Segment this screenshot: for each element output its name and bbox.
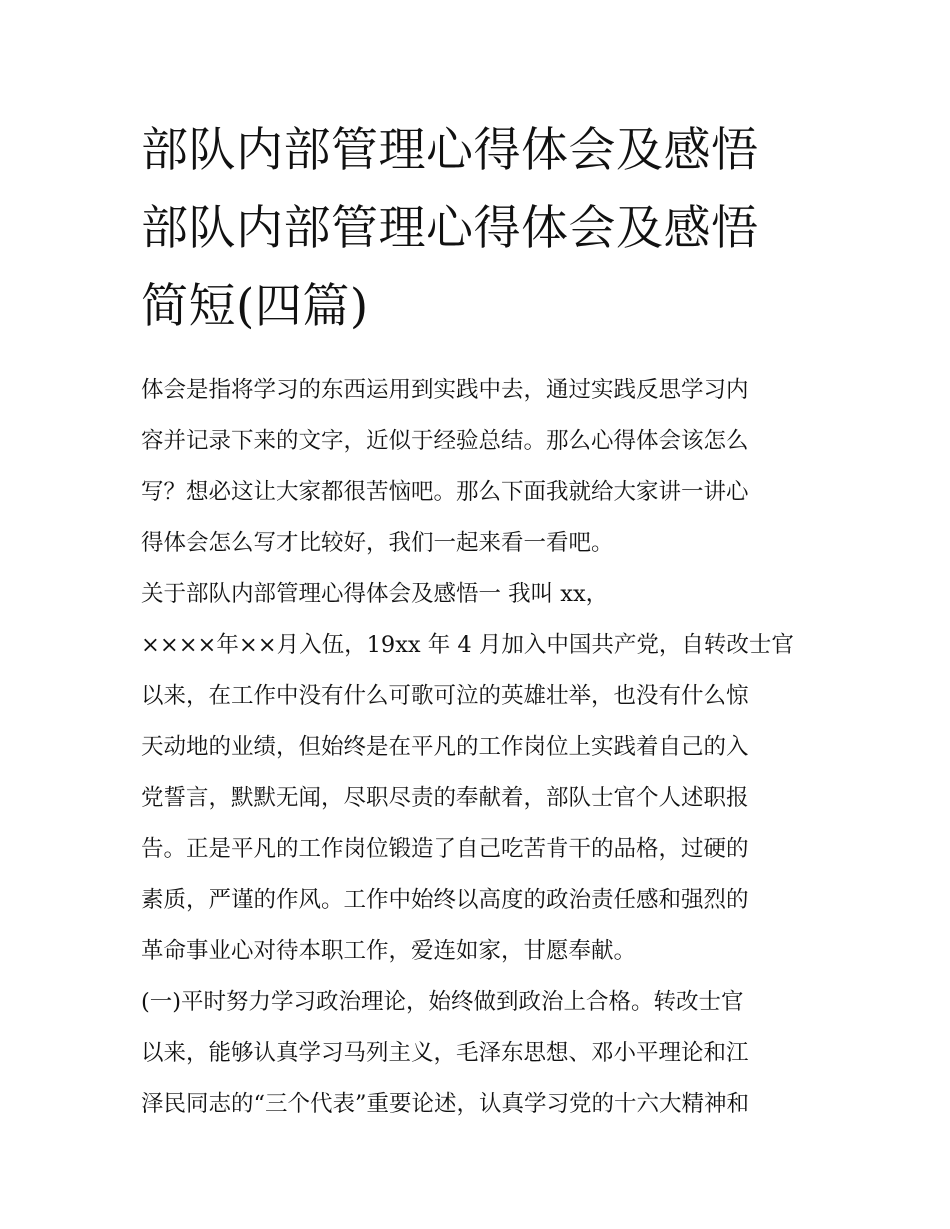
body-line: 党誓言，默默无闻，尽职尽责的奉献着，部队士官个人述职报 <box>141 785 749 811</box>
document-title <box>141 112 816 346</box>
body-line: 革命事业心对待本职工作，爱连如家，甘愿奉献。 <box>141 938 637 964</box>
body-line: 体会是指将学习的东西运用到实践中去，通过实践反思学习内 <box>141 377 749 403</box>
body-line: 以来，能够认真学习马列主义，毛泽东思想、邓小平理论和江 <box>141 1040 749 1066</box>
body-line: 关于部队内部管理心得体会及感悟一 我叫 xx， <box>141 581 609 607</box>
body-line: 告。正是平凡的工作岗位锻造了自己吃苦肯干的品格，过硬的 <box>141 836 749 862</box>
body-line: 容并记录下来的文字，近似于经验总结。那么心得体会该怎么 <box>141 428 749 454</box>
title-line: 部队内部管理心得体会及感悟 <box>141 123 759 178</box>
body-line: 以来，在工作中没有什么可歌可泣的英雄壮举，也没有什么惊 <box>141 683 749 709</box>
body-line: 写？想必这让大家都很苦恼吧。那么下面我就给大家讲一讲心 <box>141 479 749 505</box>
title-line: 简短(四篇) <box>141 279 369 334</box>
document-body <box>141 365 816 1130</box>
body-line: (一)平时努力学习政治理论，始终做到政治上合格。转改士官 <box>141 989 744 1015</box>
body-line: 泽民同志的“三个代表”重要论述，认真学习党的十六大精神和 <box>141 1091 750 1117</box>
body-line: 得体会怎么写才比较好，我们一起来看一看吧。 <box>141 530 614 556</box>
title-line: 部队内部管理心得体会及感悟 <box>141 201 759 256</box>
body-line: ××××年××月入伍，19xx 年 4 月加入中国共产党，自转改士官 <box>141 632 794 658</box>
document-content <box>141 112 816 1130</box>
body-line: 天动地的业绩，但始终是在平凡的工作岗位上实践着自己的入 <box>141 734 749 760</box>
body-line: 素质，严谨的作风。工作中始终以高度的政治责任感和强烈的 <box>141 887 749 913</box>
